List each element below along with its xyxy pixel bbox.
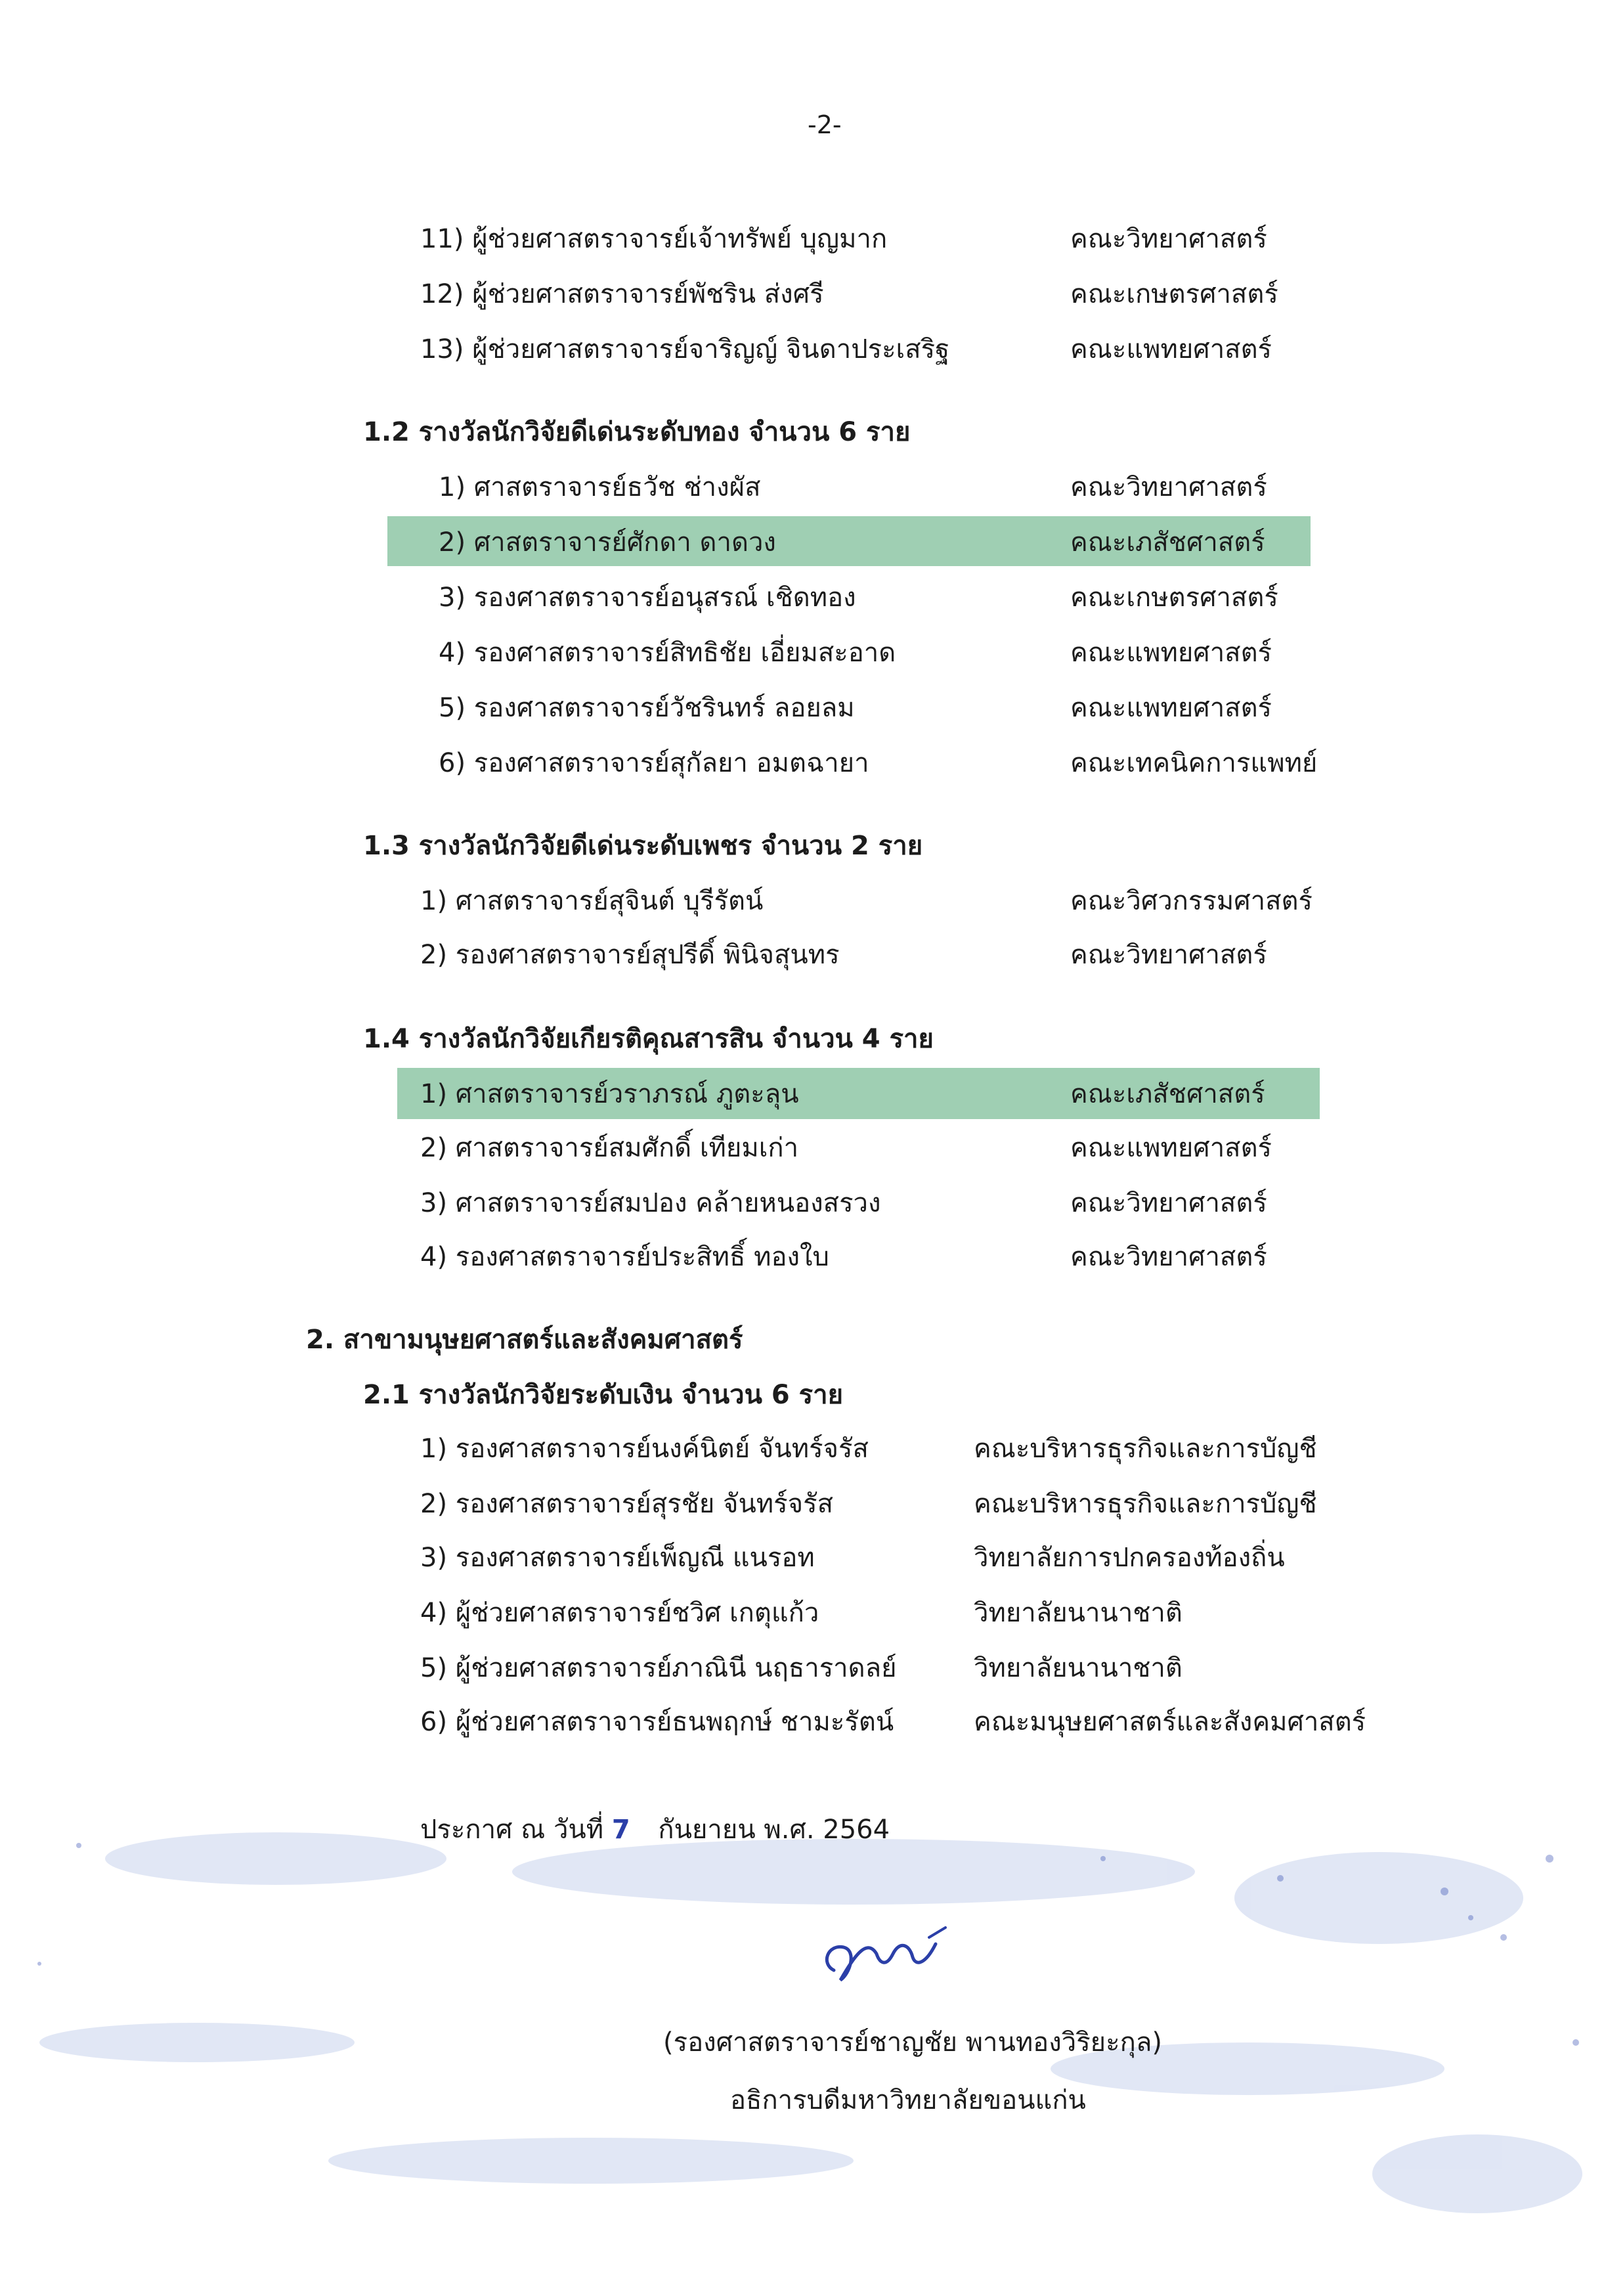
faculty-name: คณะเภสัชศาสตร์ <box>1070 1079 1265 1109</box>
signature-mark <box>814 1918 959 1997</box>
awardee-name: 3) รองศาสตราจารย์เพ็ญณี แนรอท <box>420 1543 815 1573</box>
section-heading-1-4: 1.4 รางวัลนักวิจัยเกียรติคุณสารสิน จำนวน 4 ราย <box>363 1024 934 1054</box>
awardee-name: 2) รองศาสตราจารย์สุปรีดิ์ พินิจสุนทร <box>420 940 840 970</box>
faculty-name: คณะแพทยศาสตร์ <box>1070 334 1272 364</box>
faculty-name: คณะวิทยาศาสตร์ <box>1070 1242 1267 1272</box>
announcement-prefix: ประกาศ ณ วันที่ <box>420 1815 604 1845</box>
awardee-name: 2) ศาสตราจารย์ศักดา ดาดวง <box>439 527 776 558</box>
signatory-name: (รองศาสตราจารย์ชาญชัย พานทองวิริยะกุล) <box>663 2027 1162 2058</box>
awardee-name: 5) รองศาสตราจารย์วัชรินทร์ ลอยลม <box>439 693 855 723</box>
faculty-name: คณะวิทยาศาสตร์ <box>1070 940 1267 970</box>
signatory-title: อธิการบดีมหาวิทยาลัยขอนแก่น <box>730 2085 1086 2115</box>
faculty-name: คณะวิทยาศาสตร์ <box>1070 224 1267 254</box>
awardee-name: 13) ผู้ช่วยศาสตราจารย์จาริญญ์ จินดาประเสริฐ <box>420 334 950 364</box>
faculty-name: คณะบริหารธุรกิจและการบัญชี <box>974 1489 1317 1519</box>
awardee-name: 4) รองศาสตราจารย์ประสิทธิ์ ทองใบ <box>420 1242 829 1272</box>
awardee-name: 1) ศาสตราจารย์ธวัช ช่างผัส <box>439 472 761 502</box>
faculty-name: คณะเกษตรศาสตร์ <box>1070 583 1278 613</box>
awardee-name: 1) ศาสตราจารย์วราภรณ์ ภูตะลุน <box>420 1079 799 1109</box>
faculty-name: คณะวิทยาศาสตร์ <box>1070 472 1267 502</box>
faculty-name: วิทยาลัยการปกครองท้องถิ่น <box>974 1543 1285 1573</box>
faculty-name: คณะวิศวกรรมศาสตร์ <box>1070 886 1313 916</box>
faculty-name: คณะเทคนิคการแพทย์ <box>1070 748 1318 778</box>
awardee-name: 1) ศาสตราจารย์สุจินต์ บุรีรัตน์ <box>420 886 764 916</box>
awardee-name: 3) ศาสตราจารย์สมปอง คล้ายหนองสรวง <box>420 1188 881 1218</box>
awardee-name: 1) รองศาสตราจารย์นงค์นิตย์ จันทร์จรัส <box>420 1434 869 1464</box>
awardee-name: 3) รองศาสตราจารย์อนุสรณ์ เชิดทอง <box>439 583 856 613</box>
awardee-name: 4) รองศาสตราจารย์สิทธิชัย เอี่ยมสะอาด <box>439 638 896 668</box>
awardee-name: 4) ผู้ช่วยศาสตราจารย์ชวิศ เกตุแก้ว <box>420 1598 819 1628</box>
awardee-name: 6) รองศาสตราจารย์สุกัลยา อมตฉายา <box>439 748 869 778</box>
faculty-name: วิทยาลัยนานาชาติ <box>974 1653 1183 1683</box>
faculty-name: คณะแพทยศาสตร์ <box>1070 638 1272 668</box>
section-heading-1-3: 1.3 รางวัลนักวิจัยดีเด่นระดับเพชร จำนวน 2 ราย <box>363 831 923 861</box>
section-heading-1-2: 1.2 รางวัลนักวิจัยดีเด่นระดับทอง จำนวน 6 ราย <box>363 417 911 447</box>
section-heading-2-1: 2.1 รางวัลนักวิจัยระดับเงิน จำนวน 6 ราย <box>363 1380 844 1410</box>
awardee-name: 5) ผู้ช่วยศาสตราจารย์ภาณินี นฤธาราดลย์ <box>420 1653 897 1683</box>
faculty-name: คณะแพทยศาสตร์ <box>1070 693 1272 723</box>
faculty-name: คณะมนุษยศาสตร์และสังคมศาสตร์ <box>974 1707 1366 1737</box>
announcement-month-year: กันยายน พ.ศ. 2564 <box>658 1815 890 1845</box>
section-heading-2: 2. สาขามนุษยศาสตร์และสังคมศาสตร์ <box>306 1325 743 1355</box>
awardee-name: 12) ผู้ช่วยศาสตราจารย์พัชริน ส่งศรี <box>420 279 824 309</box>
faculty-name: คณะเกษตรศาสตร์ <box>1070 279 1278 309</box>
announcement-date <box>420 1810 890 1849</box>
announcement-day: 7 <box>611 1815 630 1845</box>
faculty-name: วิทยาลัยนานาชาติ <box>974 1598 1183 1628</box>
awardee-name: 2) รองศาสตราจารย์สุรชัย จันทร์จรัส <box>420 1489 833 1519</box>
awardee-name: 2) ศาสตราจารย์สมศักดิ์ เทียมเก่า <box>420 1133 799 1163</box>
page-number: -2- <box>808 110 842 139</box>
faculty-name: คณะแพทยศาสตร์ <box>1070 1133 1272 1163</box>
awardee-name: 6) ผู้ช่วยศาสตราจารย์ธนพฤกษ์ ชามะรัตน์ <box>420 1707 894 1737</box>
faculty-name: คณะวิทยาศาสตร์ <box>1070 1188 1267 1218</box>
faculty-name: คณะเภสัชศาสตร์ <box>1070 527 1265 558</box>
awardee-name: 11) ผู้ช่วยศาสตราจารย์เจ้าทรัพย์ บุญมาก <box>420 224 888 254</box>
faculty-name: คณะบริหารธุรกิจและการบัญชี <box>974 1434 1317 1464</box>
